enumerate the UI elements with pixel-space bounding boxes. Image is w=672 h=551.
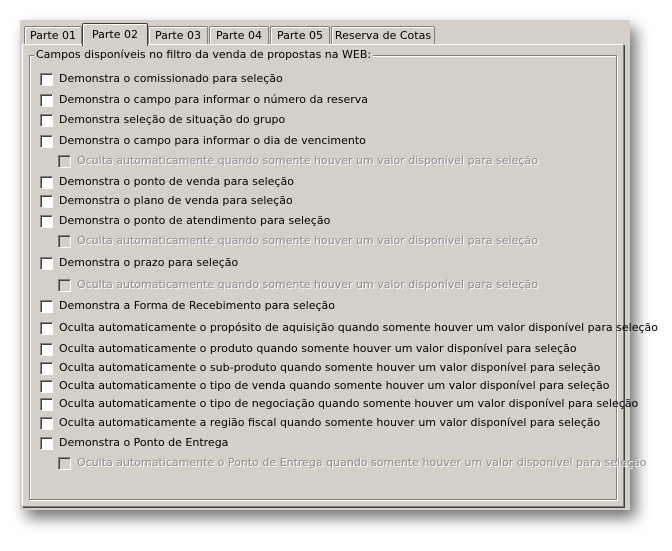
option-label: Demonstra o comissionado para seleção (59, 72, 283, 85)
group-title: Campos disponíveis no filtro da venda de propostas na WEB: (36, 48, 372, 61)
option-oculta-ponto-atendimento (58, 233, 538, 249)
option-label: Oculta automaticamente quando somente houver um valor disponível para seleção (77, 234, 538, 247)
option-oculta-dia-vencimento (58, 153, 538, 169)
option-ponto-entrega[interactable] (40, 435, 228, 451)
option-oculta-sub-produto[interactable] (40, 360, 600, 376)
option-oculta-tipo-negociacao[interactable] (40, 396, 638, 412)
checkbox[interactable] (40, 94, 53, 107)
option-oculta-prazo (58, 277, 538, 293)
option-comissionado[interactable] (40, 71, 283, 87)
option-label: Oculta automaticamente o sub-produto quando somente houver um valor disponível para seleção (59, 361, 601, 374)
option-dia-vencimento[interactable] (40, 133, 366, 149)
option-label: Oculta automaticamente o produto quando somente houver um valor disponível para seleção (59, 342, 577, 355)
checkbox[interactable] (40, 322, 53, 335)
option-label: Oculta automaticamente a região fiscal quando somente houver um valor disponível para seleção (59, 416, 601, 429)
checkbox[interactable] (40, 362, 53, 375)
option-label: Demonstra o campo para informar o número da reserva (59, 93, 369, 106)
tab-panel-parte-02 (22, 44, 658, 507)
option-oculta-regiao-fiscal[interactable] (40, 415, 600, 431)
tab-reserva-de-cotas[interactable]: Reserva de Cotas (331, 26, 435, 45)
checkbox[interactable] (40, 343, 53, 356)
checkbox (58, 279, 71, 292)
option-ponto-venda[interactable] (40, 174, 294, 190)
options-window (20, 20, 658, 510)
web-filter-fields-group (29, 48, 658, 500)
option-label: Oculta automaticamente o tipo de negociação quando somente houver um valor disponível para seleção (59, 397, 639, 410)
option-oculta-tipo-venda[interactable] (40, 378, 609, 394)
option-label: Demonstra seleção de situação do grupo (59, 113, 286, 126)
tab-parte-02[interactable]: Parte 02 (82, 23, 148, 46)
option-label: Demonstra o Ponto de Entrega (59, 436, 229, 449)
option-situacao-grupo[interactable] (40, 112, 285, 128)
option-plano-venda[interactable] (40, 193, 293, 209)
checkbox[interactable] (40, 176, 53, 189)
option-label: Demonstra a Forma de Recebimento para seleção (59, 299, 335, 312)
tab-parte-03[interactable]: Parte 03 (148, 26, 208, 45)
option-label: Oculta automaticamente o propósito de aquisição quando somente houver um valor disponível para seleção (59, 321, 658, 334)
checkbox[interactable] (40, 73, 53, 86)
option-oculta-ponto-entrega (58, 455, 646, 471)
option-forma-recebimento[interactable] (40, 298, 335, 314)
option-prazo[interactable] (40, 255, 238, 271)
option-label: Oculta automaticamente o tipo de venda quando somente houver um valor disponível para seleção (59, 379, 610, 392)
checkbox (58, 457, 71, 470)
checkbox[interactable] (40, 300, 53, 313)
option-label: Demonstra o ponto de venda para seleção (59, 175, 294, 188)
option-oculta-produto[interactable] (40, 341, 577, 357)
option-label: Oculta automaticamente o Ponto de Entrega quando somente houver um valor disponível para seleção (77, 456, 647, 469)
checkbox[interactable] (40, 257, 53, 270)
option-label: Demonstra o campo para informar o dia de vencimento (59, 134, 366, 147)
checkbox[interactable] (40, 380, 53, 393)
tab-parte-01[interactable]: Parte 01 (24, 26, 82, 45)
checkbox[interactable] (40, 417, 53, 430)
tab-parte-05[interactable]: Parte 05 (270, 26, 330, 45)
checkbox[interactable] (40, 135, 53, 148)
checkbox[interactable] (40, 215, 53, 228)
checkbox[interactable] (40, 195, 53, 208)
option-ponto-atendimento[interactable] (40, 213, 330, 229)
checkbox (58, 235, 71, 248)
option-oculta-proposito-aquisicao[interactable] (40, 320, 658, 336)
option-label: Demonstra o plano de venda para seleção (59, 194, 293, 207)
checkbox (58, 155, 71, 168)
option-label: Demonstra o prazo para seleção (59, 256, 239, 269)
checkbox[interactable] (40, 398, 53, 411)
checkbox[interactable] (40, 437, 53, 450)
option-label: Oculta automaticamente quando somente houver um valor disponível para seleção (77, 154, 538, 167)
tab-parte-04[interactable]: Parte 04 (209, 26, 269, 45)
option-numero-reserva[interactable] (40, 92, 368, 108)
checkbox[interactable] (40, 114, 53, 127)
option-label: Oculta automaticamente quando somente houver um valor disponível para seleção (77, 278, 538, 291)
option-label: Demonstra o ponto de atendimento para seleção (59, 214, 331, 227)
